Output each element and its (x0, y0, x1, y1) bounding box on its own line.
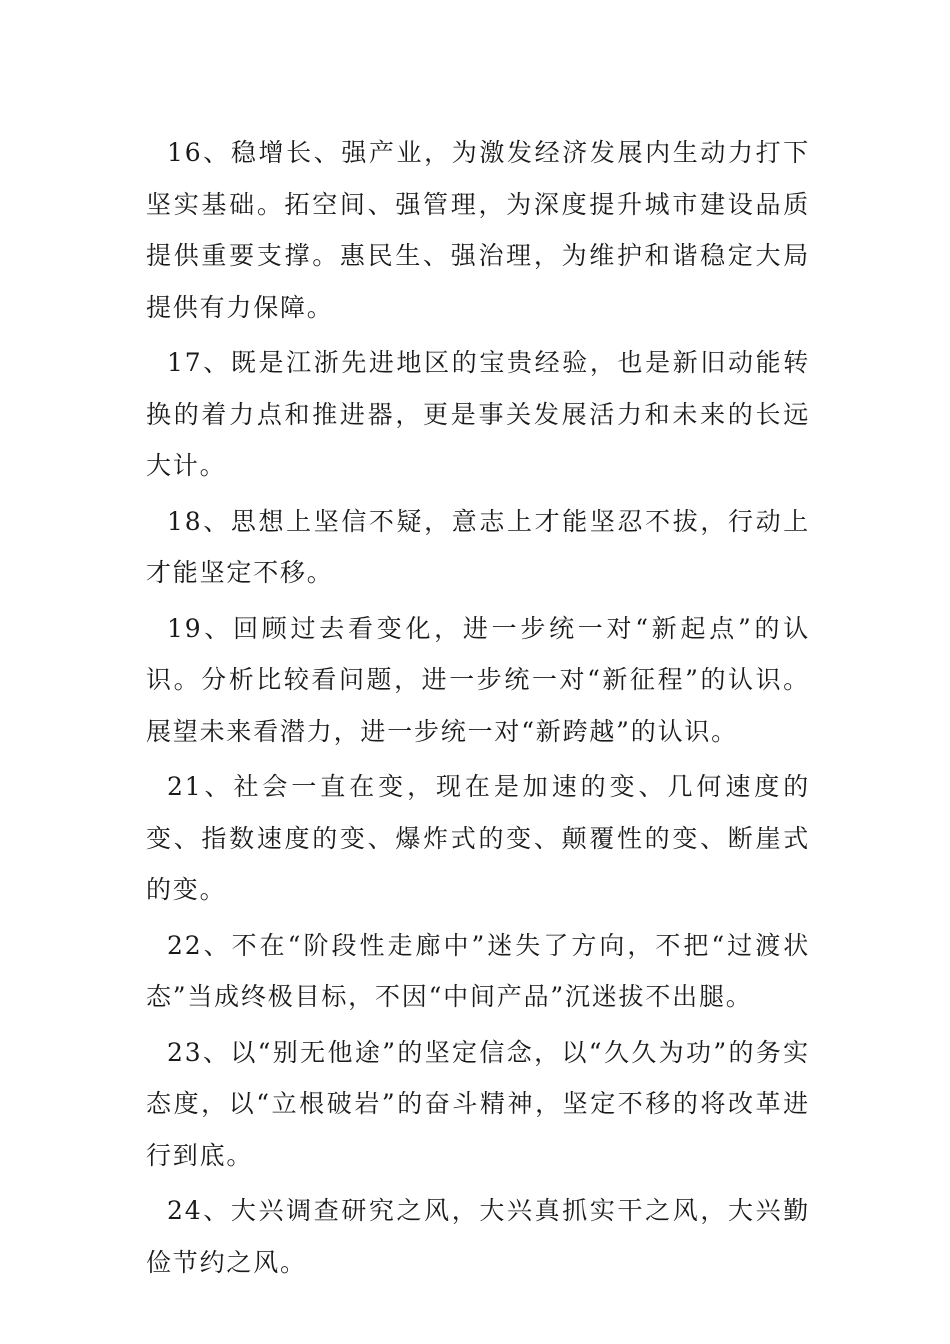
document-body (146, 127, 810, 1292)
paragraph-22: 22、不在“阶段性走廊中”迷失了方向，不把“过渡状态”当成终极目标，不因“中间产品”沉迷拔不出腿。 (146, 930, 810, 1011)
paragraph-23: 23、以“别无他途”的坚定信念，以“久久为功”的务实态度，以“立根破岩”的奋斗精神，坚定不移的将改革进行到底。 (146, 1037, 810, 1170)
paragraph-18: 18、思想上坚信不疑，意志上才能坚忍不拔，行动上才能坚定不移。 (146, 506, 810, 587)
paragraph-17: 17、既是江浙先进地区的宝贵经验，也是新旧动能转换的着力点和推进器，更是事关发展活力和未来的长远大计。 (146, 348, 810, 480)
paragraph-16: 16、稳增长、强产业，为激发经济发展内生动力打下坚实基础。拓空间、强管理，为深度提升城市建设品质提供重要支撑。惠民生、强治理，为维护和谐稳定大局提供有力保障。 (146, 138, 810, 322)
paragraph-21: 21、社会一直在变，现在是加速的变、几何速度的变、指数速度的变、爆炸式的变、颠覆性的变、断崖式的变。 (146, 772, 810, 904)
paragraph-24: 24、大兴调查研究之风，大兴真抓实干之风，大兴勤俭节约之风。 (146, 1196, 810, 1277)
paragraph-19: 19、回顾过去看变化，进一步统一对“新起点”的认识。分析比较看问题，进一步统一对“新征程”的认识。展望未来看潜力，进一步统一对“新跨越”的认识。 (146, 613, 810, 746)
